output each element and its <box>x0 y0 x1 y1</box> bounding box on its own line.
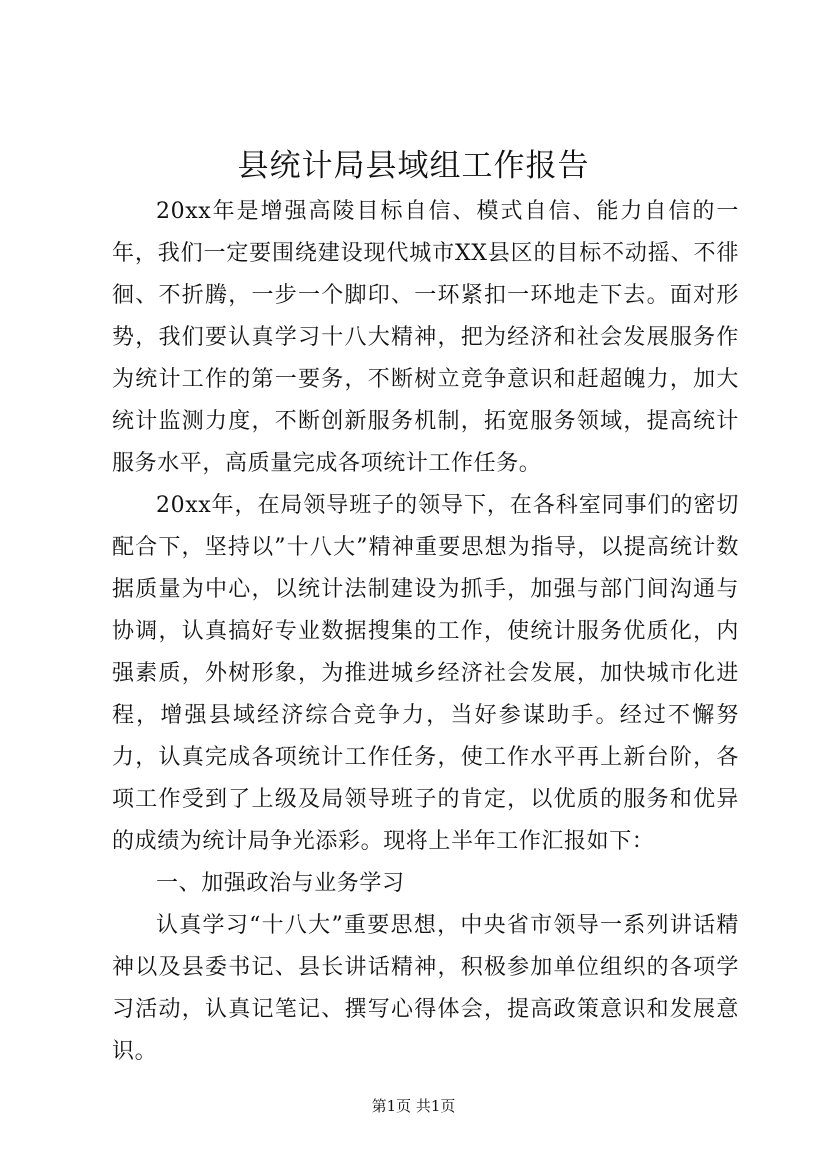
paragraph-summary: 20xx年，在局领导班子的领导下，在各科室同事们的密切配合下，坚持以”十八大”精神重要思想为指导，以提高统计数据质量为中心，以统计法制建设为抓手，加强与部门间沟通与协调，认真搞好专业数据搜集的工作，使统计服务优质化，内强素质，外树形象，为推进城乡经济社会发展，加快城市化进程，增强县域经济综合竞争力，当好参谋助手。经过不懈努力，认真完成各项统计工作任务，使工作水平再上新台阶，各项工作受到了上级及局领导班子的肯定，以优质的服务和优异的成绩为统计局争光添彩。现将上半年工作汇报如下： <box>112 493 739 854</box>
document-body <box>112 191 739 1073</box>
section-heading: 一、加强政治与业务学习 <box>156 871 405 896</box>
paragraph-intro: 20xx年是增强高陵目标自信、模式自信、能力自信的一年，我们一定要围绕建设现代城市XX县区的目标不动摇、不徘徊、不折腾，一步一个脚印、一环紧扣一环地走下去。面对形势，我们要认真学习十八大精神，把为经济和社会发展服务作为统计工作的第一要务，不断树立竞争意识和赶超魄力，加大统计监测力度，不断创新服务机制，拓宽服务领域，提高统计服务水平，高质量完成各项统计工作任务。 <box>112 199 739 476</box>
paragraph-study: 认真学习“十八大”重要思想，中央省市领导一系列讲话精神以及县委书记、县长讲话精神，积极参加单位组织的各项学习活动，认真记笔记、撰写心得体会，提高政策意识和发展意识。 <box>112 913 739 1064</box>
document-title: 县统计局县域组工作报告 <box>237 148 590 184</box>
page-footer: 第1页 共1页 <box>371 1097 456 1115</box>
